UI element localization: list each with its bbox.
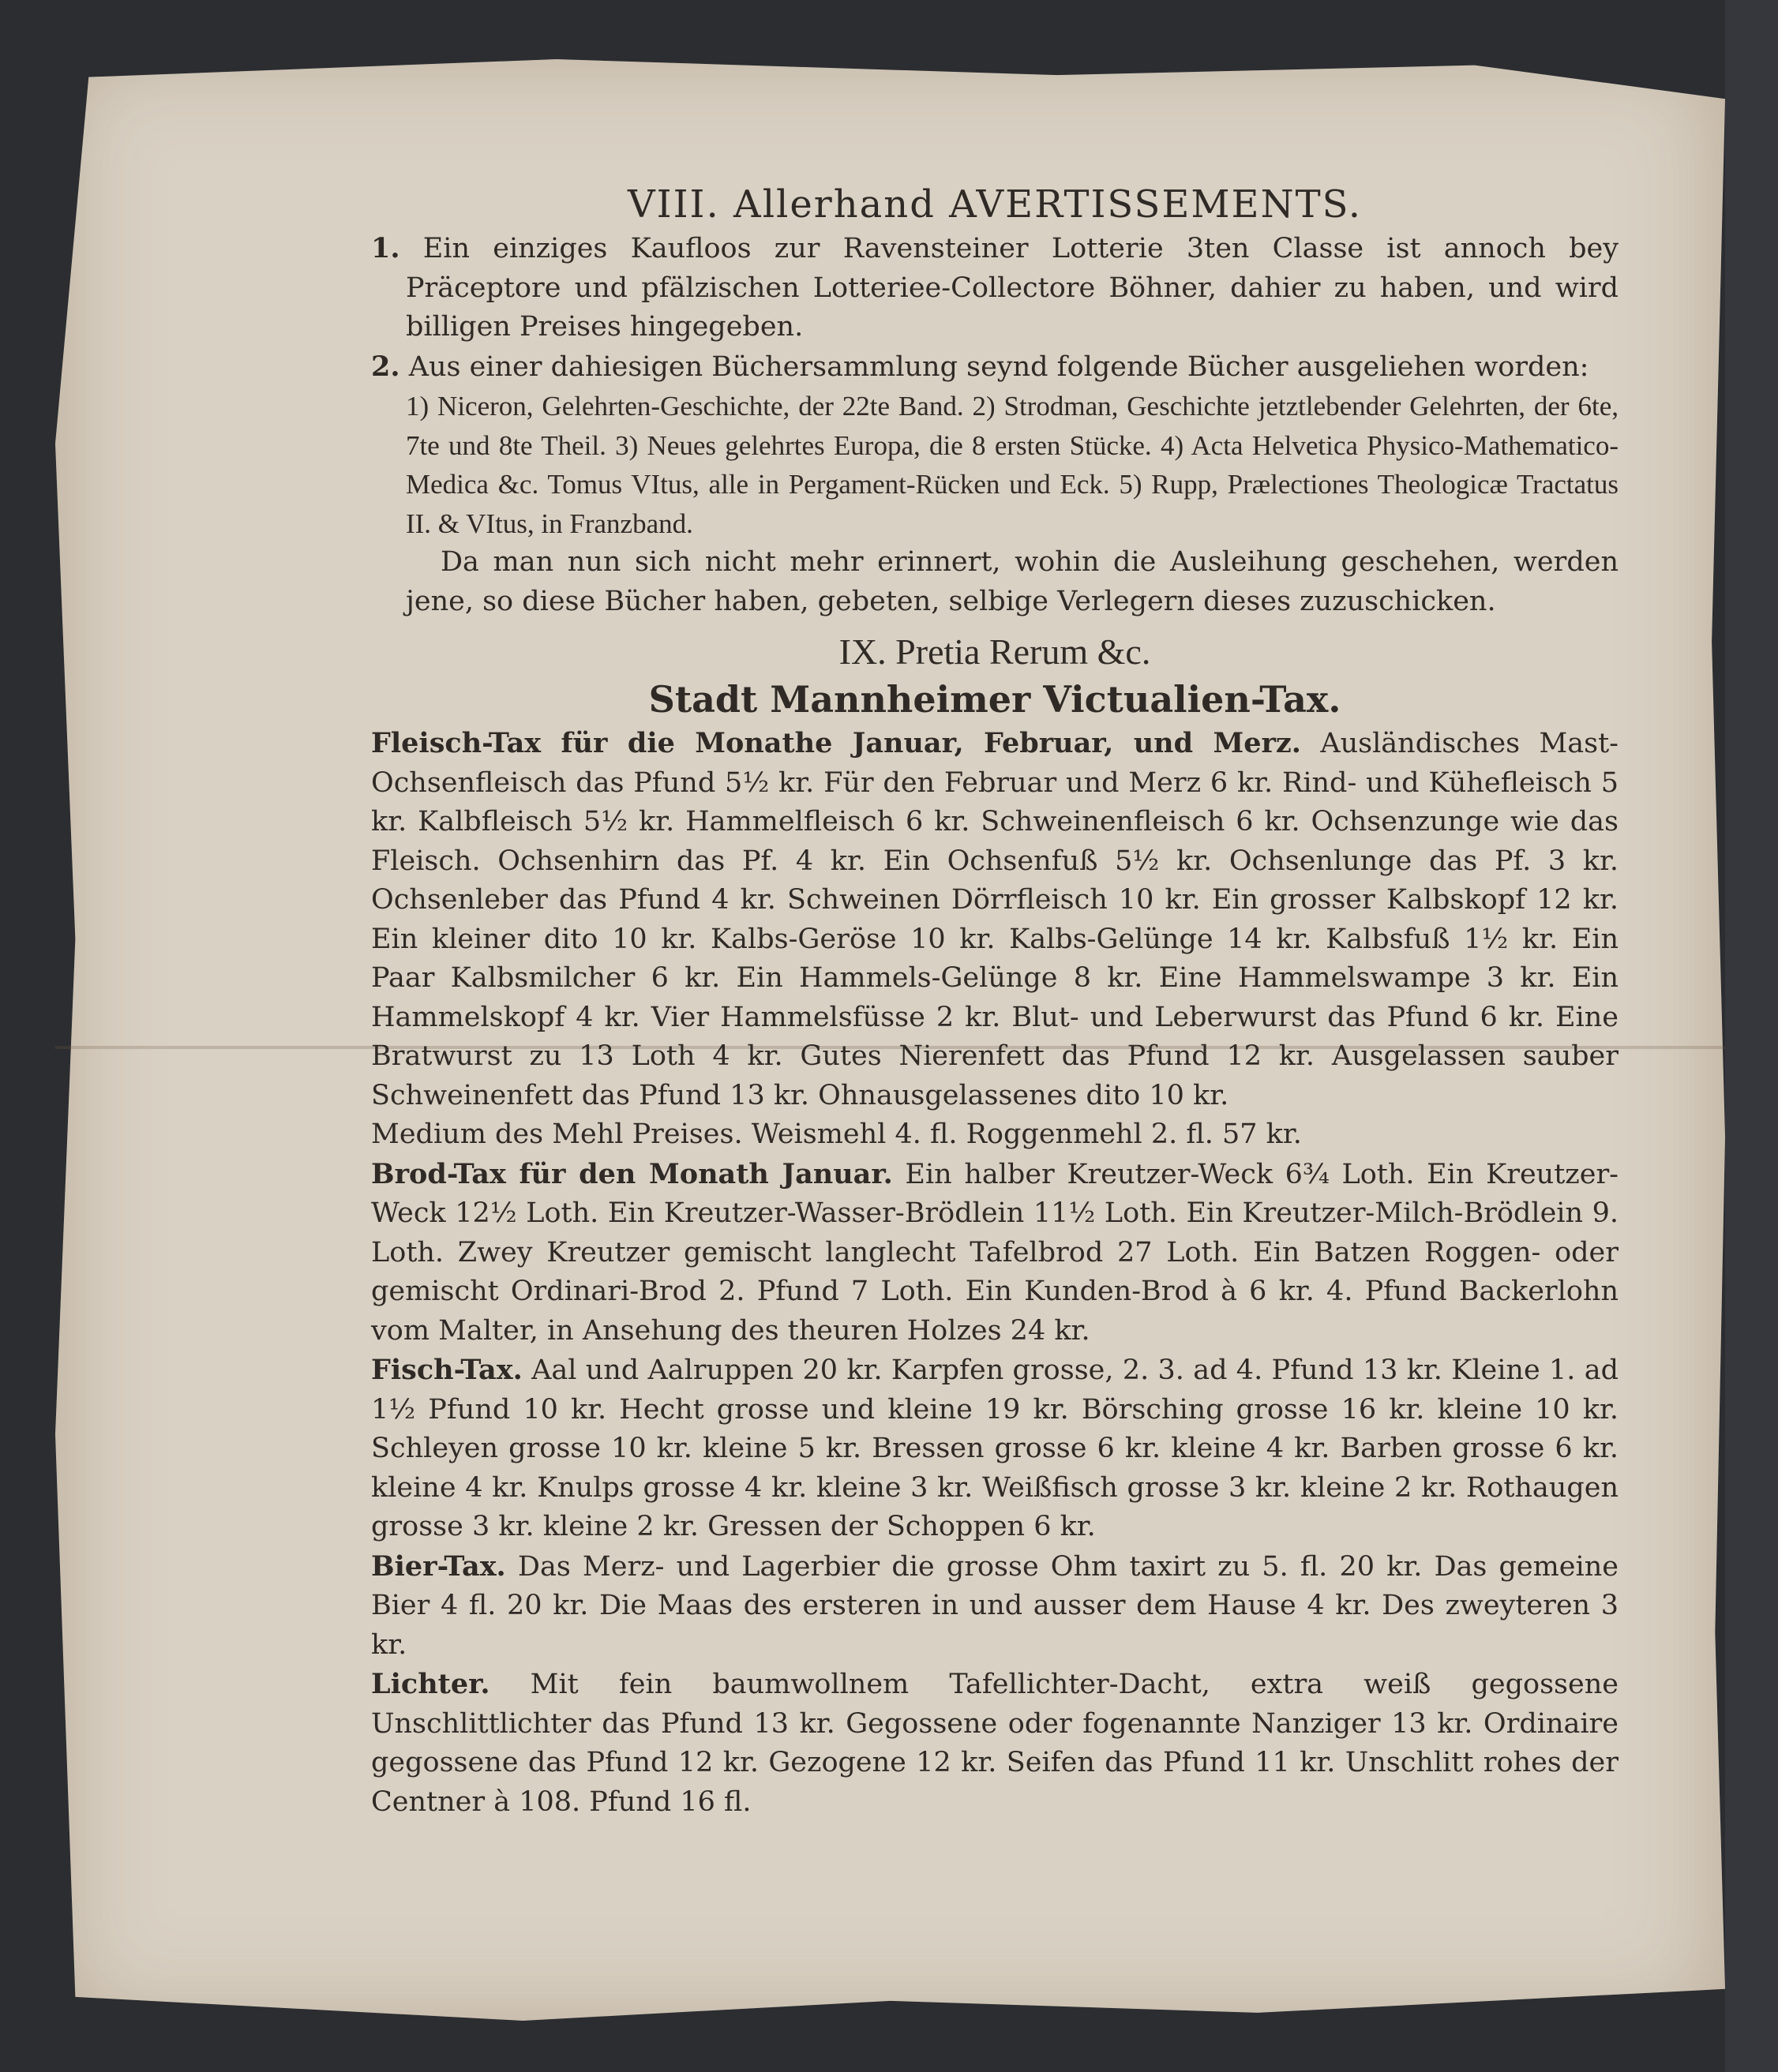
fisch-tax xyxy=(371,1351,1619,1547)
lichter-tax-heading: Lichter. xyxy=(371,1668,490,1700)
item-number: 2. xyxy=(371,350,400,383)
mehl-preis xyxy=(371,1115,1619,1155)
fisch-tax-text: Aal und Aalruppen 20 kr. Karpfen grosse, 2. 3. ad 4. Pfund 13 kr. Kleine 1. ad 1½ Pfund 10 kr. Hecht grosse und kleine 19 kr. Börsching grosse 16 kr. kleine 10 kr. Schleyen grosse 10 kr. kleine 5 kr. Bressen grosse 6 kr. kleine 4 kr. Barben grosse 6 kr. kleine 4 kr. Knulps grosse 4 kr. kleine 3 kr. Weißfisch grosse 3 kr. kleine 2 kr. Rothaugen grosse 3 kr. kleine 2 kr. Gressen der Schoppen 6 kr. xyxy=(371,1354,1619,1542)
section-ix-title: IX. Pretia Rerum &c. xyxy=(838,631,1151,672)
brod-tax-heading: Brod-Tax für den Monath Januar. xyxy=(371,1157,893,1190)
victualien-tax-title: Stadt Mannheimer Victualien-Tax. xyxy=(648,678,1341,721)
book-list: 1) Niceron, Gelehrten-Geschichte, der 22te Band. 2) Strodman, Geschichte jetztlebender Gelehrten, der 6te, 7te und 8te Theil. 3) Neues gelehrtes Europa, die 8 ersten Stücke. 4) Acta Helvetica Physico-Mathematico-Medica &c. Tomus VItus, alle in Pergament-Rücken und Eck. 5) Rupp, Prælectiones Theologicæ Tractatus II. & VItus, in Franzband. xyxy=(406,391,1619,539)
bier-tax-heading: Bier-Tax. xyxy=(371,1549,506,1583)
fleisch-tax xyxy=(371,724,1619,1115)
bier-tax-text: Das Merz- und Lagerbier die grosse Ohm taxirt zu 5. fl. 20 kr. Das gemeine Bier 4 fl. 20 kr. Die Maas des ersteren in und ausser dem Hause 4 kr. Des zweyteren 3 kr. xyxy=(371,1550,1619,1661)
fisch-tax-heading: Fisch-Tax. xyxy=(371,1354,523,1386)
fleisch-tax-text: Ausländisches Mast-Ochsenfleisch das Pfund 5½ kr. Für den Februar und Merz 6 kr. Rind- und Kühefleisch 5 kr. Kalbfleisch 5½ kr. Hammelfleisch 6 kr. Schweinenfleisch 6 kr. Ochsenzunge wie das Fleisch. Ochsenhirn das Pf. 4 kr. Ein Ochsenfuß 5½ kr. Ochsenlunge das Pf. 3 kr. Ochsenleber das Pfund 4 kr. Schweinen Dörrfleisch 10 kr. Ein grosser Kalbskopf 12 kr. Ein kleiner dito 10 kr. Kalbs-Geröse 10 kr. Kalbs-Gelünge 14 kr. Kalbsfuß 1½ kr. Ein Paar Kalbsmilcher 6 kr. Ein Hammels-Gelünge 8 kr. Eine Hammelswampe 3 kr. Ein Hammelskopf 4 kr. Vier Hammelsfüsse 2 kr. Blut- und Leberwurst das Pfund 6 kr. Eine Bratwurst zu 13 Loth 4 kr. Gutes Nierenfett das Pfund 12 kr. Ausgelassen sauber Schweinenfett das Pfund 13 kr. Ohnausgelassenes dito 10 kr. xyxy=(371,728,1619,1111)
section-viii-title: VIII. Allerhand AVERTISSEMENTS. xyxy=(627,182,1363,227)
brod-tax-text: Ein halber Kreutzer-Weck 6¾ Loth. Ein Kreutzer-Weck 12½ Loth. Ein Kreutzer-Wasser-Brödlein 11½ Loth. Ein Kreutzer-Milch-Brödlein 9. Loth. Zwey Kreutzer gemischt langlecht Tafelbrod 27 Loth. Ein Batzen Roggen- oder gemischt Ordinari-Brod 2. Pfund 7 Loth. Ein Kunden-Brod à 6 kr. 4. Pfund Backerlohn vom Malter, in Ansehung des theuren Holzes 24 kr. xyxy=(371,1158,1619,1347)
mehl-preis-heading: Medium des Mehl Preises. xyxy=(371,1118,743,1150)
lichter-tax-text: Mit fein baumwollnem Tafellichter-Dacht, extra weiß gegossene Unschlittlichter das Pfund 13 kr. Gegossene oder fogenannte Nanziger 13 kr. Ordinaire gegossene das Pfund 12 kr. Gezogene 12 kr. Seifen das Pfund 11 kr. Unschlitt rohes der Centner à 108. Pfund 16 fl. xyxy=(371,1669,1619,1818)
lichter-tax xyxy=(371,1665,1619,1822)
mehl-preis-text: Weismehl 4. fl. Roggenmehl 2. fl. 57 kr. xyxy=(751,1118,1302,1150)
fleisch-tax-heading: Fleisch-Tax für die Monathe Januar, Februar, und Merz. xyxy=(371,727,1301,759)
advert-item-1 xyxy=(371,229,1619,347)
brod-tax xyxy=(371,1155,1619,1351)
item-number: 1. xyxy=(371,232,400,264)
document-content xyxy=(371,180,1619,1822)
book-return-request: Da man nun sich nicht mehr erinnert, wohin die Ausleihung geschehen, werden jene, so diese Bücher haben, gebeten, selbige Verlegern dieses zuzuschicken. xyxy=(406,546,1619,617)
scan-background-edge xyxy=(1725,0,1778,2072)
bier-tax xyxy=(371,1547,1619,1665)
item-text: Aus einer dahiesigen Büchersammlung seynd folgende Bücher ausgeliehen worden: xyxy=(408,350,1589,383)
advert-item-2 xyxy=(371,347,1619,388)
item-text: Ein einziges Kaufloos zur Ravensteiner Lotterie 3ten Classe ist annoch bey Präceptore und pfälzischen Lotteriee-Collectore Böhner, dahier zu haben, und wird billigen Preises hingegeben. xyxy=(406,233,1619,343)
